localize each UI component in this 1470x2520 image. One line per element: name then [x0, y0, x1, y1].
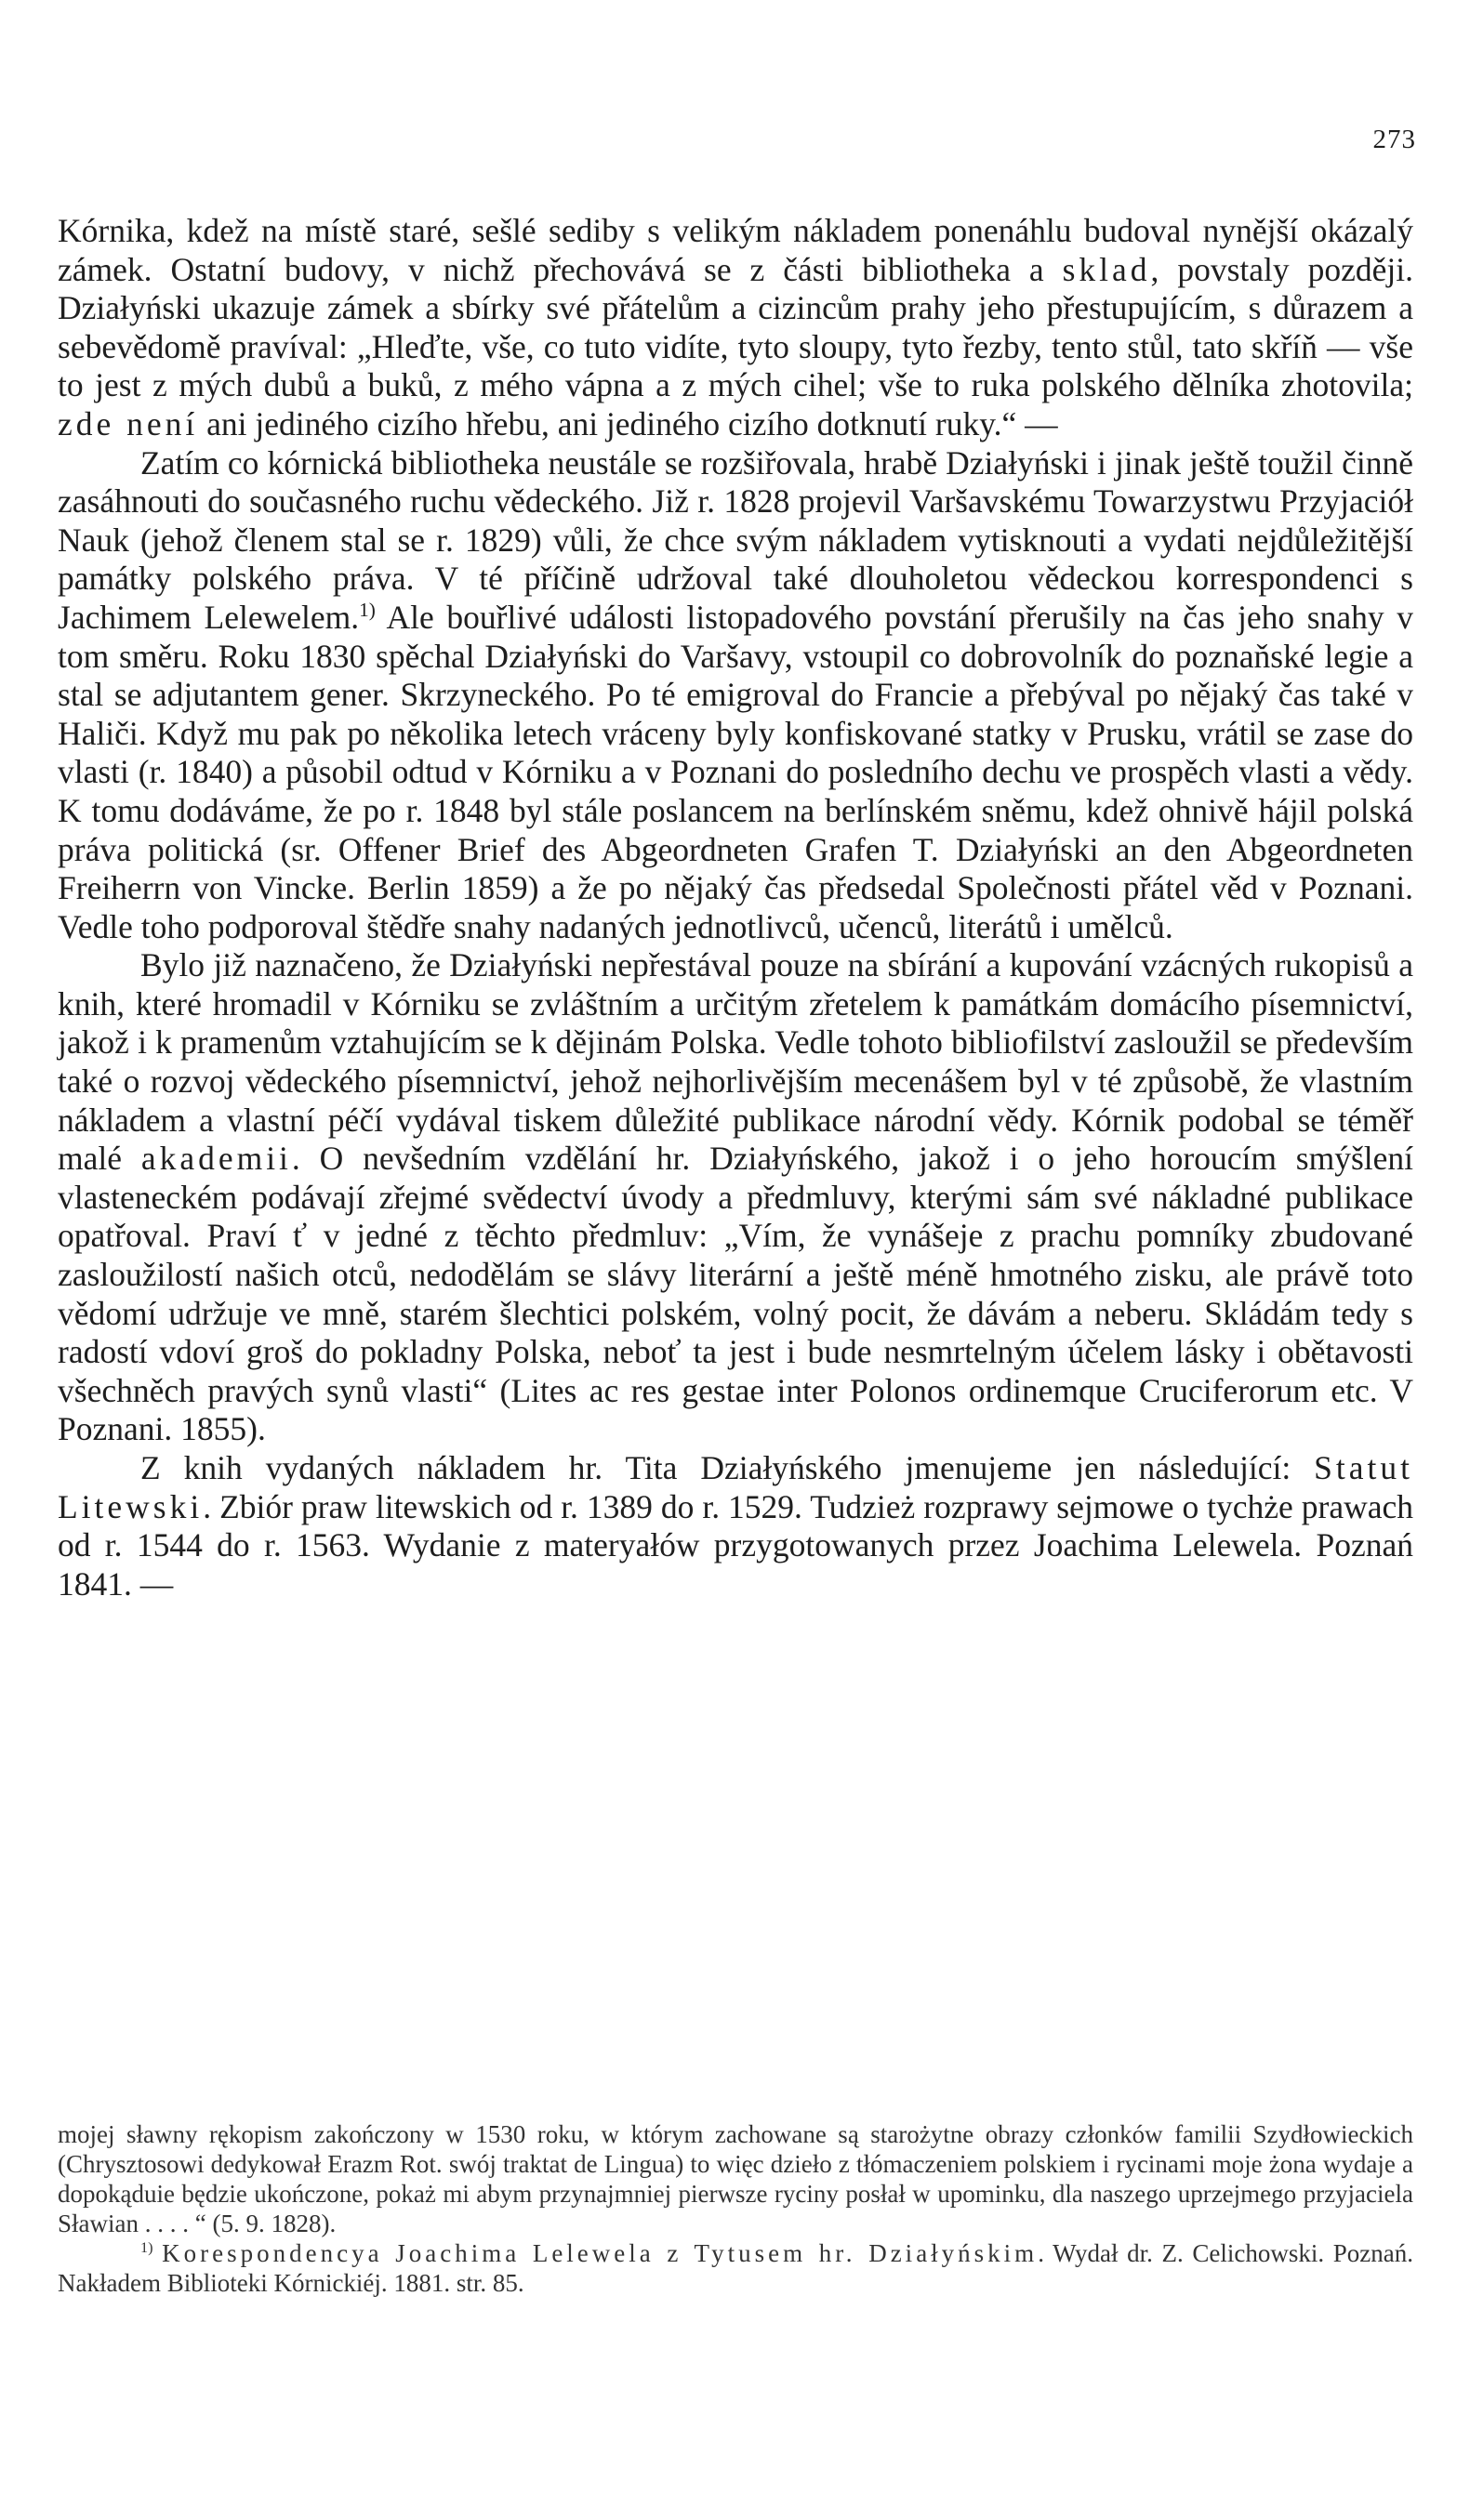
- footnote: [58, 2119, 1413, 2238]
- footnote-marker: 1): [140, 2239, 153, 2256]
- text-run: Kórnika, kdež na místě staré, sešlé sediby s velikým nákladem ponenáhlu budoval nynější okázalý zámek. Ostatní budovy, v nichž přechovává se z části bibliotheka a: [58, 212, 1413, 288]
- page-number: 273: [1372, 125, 1416, 154]
- text-run: . Wydał dr. Z. Celichowski. Poznań. Nakładem Biblioteki Kórnickiéj. 1881. str. 85.: [58, 2239, 1414, 2297]
- text-run: Zatím co kórnická bibliotheka neustále se rozšiřovala, hrabě Działyński i jinak ještě toužil činně zasáhnouti do současného ruchu vědeckého. Již r. 1828 projevil Varšavskému Towarzystwu Przyjaciół Nauk (jehož členem stal se r. 1829) vůli, že chce svým nákladem vytisknouti a vydati nejdůležitější památky polského práva. V té příčině udržoval také dlouholetou vědeckou korrespondenci s Jachimem Lelewelem.: [58, 443, 1413, 636]
- text-run: [152, 2239, 162, 2267]
- paragraph: [58, 1449, 1413, 1603]
- footnotes: [58, 2119, 1413, 2298]
- footnote-marker: 1): [359, 599, 376, 622]
- text-run: . O nevšedním vzdělání hr. Działyńského, jakož i o jeho horoucím smýšlení vlasteneckém podávají zřejmé svědectví úvody a předmluvy, kterými sám své nákladné publikace opatřoval. Praví ť v jedné z těchto předmluv: „Vím, že vynášeje z prachu pomníky zbudované zasloužilostí našich otců, nedodělám se slávy literární a ještě méně hmotného zisku, ale právě toto vědomí udržuje ve mně, starém šlechtici polském, volný pocit, že dávám a neberu. Skládám tedy s radostí vdoví groš do pokladny Polska, neboť ta jest i bude nesmrtelným účelem lásky i obětavosti všechněch pravých synů vlasti“ (Lites ac res gestae inter Polonos ordinemque Cruciferorum etc. V Poznani. 1855).: [58, 1140, 1413, 1448]
- emphasized-text: Statut Litewski: [58, 1449, 1413, 1525]
- paragraph: [58, 444, 1413, 947]
- paragraph: [58, 946, 1413, 1449]
- text-run: ani jediného cizího hřebu, ani jediného cizího dotknutí ruky.“ —: [198, 404, 1058, 442]
- text-run: , povstaly později. Działyński ukazuje zámek a sbírky své přátelům a cizincům prahy jeho přestupujícím, s důrazem a sebevědomě pravíval: „Hleďte, vše, co tuto vidíte, tyto sloupy, tyto řezby, tento stůl, tato skříň — vše to jest z mých dubů a buků, z mého vápna a z mých cihel; vše to ruka polského dělníka zhotovila;: [58, 250, 1413, 404]
- footnote: [58, 2238, 1413, 2298]
- text-run: Z knih vydaných nákladem hr. Tita Działyńského jmenujeme jen následující:: [140, 1449, 1315, 1486]
- main-text: [58, 212, 1413, 1603]
- paragraph: [58, 212, 1413, 444]
- text-run: . Zbiór praw litewskich od r. 1389 do r. 1529. Tudzież rozprawy sejmowe o tychże prawach od r. 1544 do r. 1563. Wydanie z materyałów przygotowanych przez Joachima Lelewela. Poznań 1841. —: [58, 1487, 1413, 1603]
- emphasized-text: zde není: [58, 404, 199, 442]
- emphasized-text: sklad: [1062, 250, 1151, 288]
- emphasized-text: Korespondencya Joachima Lelewela z Tytusem hr. Działyńskim: [162, 2239, 1039, 2267]
- text-run: mojej sławny rękopism zakończony w 1530 roku, w którym zachowane są starożytne obrazy członków familii Szydłowieckich (Chrysztosowi dedykował Erazm Rot. swój traktat de Lingua) to więc dzieło z tłómaczeniem polskiem i rycinami moje żona wydaje a dopokąduie będzie ukończone, pokaż mi abym przynajmniej pierwsze ryciny posłał w upominku, dla naszego uprzejmego przyjaciela Sławian . . . . “ (5. 9. 1828).: [58, 2120, 1413, 2237]
- text-run: Bylo již naznačeno, že Działyński nepřestával pouze na sbírání a kupování vzácných rukopisů a knih, které hromadil v Kórniku se zvláštním a určitým zřetelem k památkám domácího písemnictví, jakož i k pramenům vztahujícím se k dějinám Polska. Vedle tohoto bibliofilství zasloužil se především také o rozvoj vědeckého písemnictví, jehož nejhorlivějším mecenášem byl v té způsobě, že vlastním nákladem a vlastní péčí vydával tiskem důležité publikace národní vědy. Kórnik podobal se téměř malé: [58, 946, 1413, 1178]
- text-run: Ale bouřlivé události listopadového povstání přerušily na čas jeho snahy v tom směru. Roku 1830 spěchal Działyński do Varšavy, vstoupil co dobrovolník do poznaňské legie a stal se adjutantem gener. Skrzyneckého. Po té emigroval do Francie a přebýval po nějaký čas také v Haliči. Když mu pak po několika letech vráceny byly konfiskované statky v Prusku, vrátil se zase do vlasti (r. 1840) a působil odtud v Kórniku a v Poznani do posledního dechu ve prospěch vlasti a vědy. K tomu dodáváme, že po r. 1848 byl stále poslancem na berlínském sněmu, kdež ohnivě hájil polská práva politická (sr. Offener Brief des Abgeordneten Grafen T. Działyński an den Abgeordneten Freiherrn von Vincke. Berlin 1859) a že po nějaký čas předsedal Společnosti přátel věd v Poznani. Vedle toho podporoval štědře snahy nadaných jednotlivců, učenců, literátů i umělců.: [58, 598, 1413, 945]
- emphasized-text: akademii: [140, 1140, 292, 1178]
